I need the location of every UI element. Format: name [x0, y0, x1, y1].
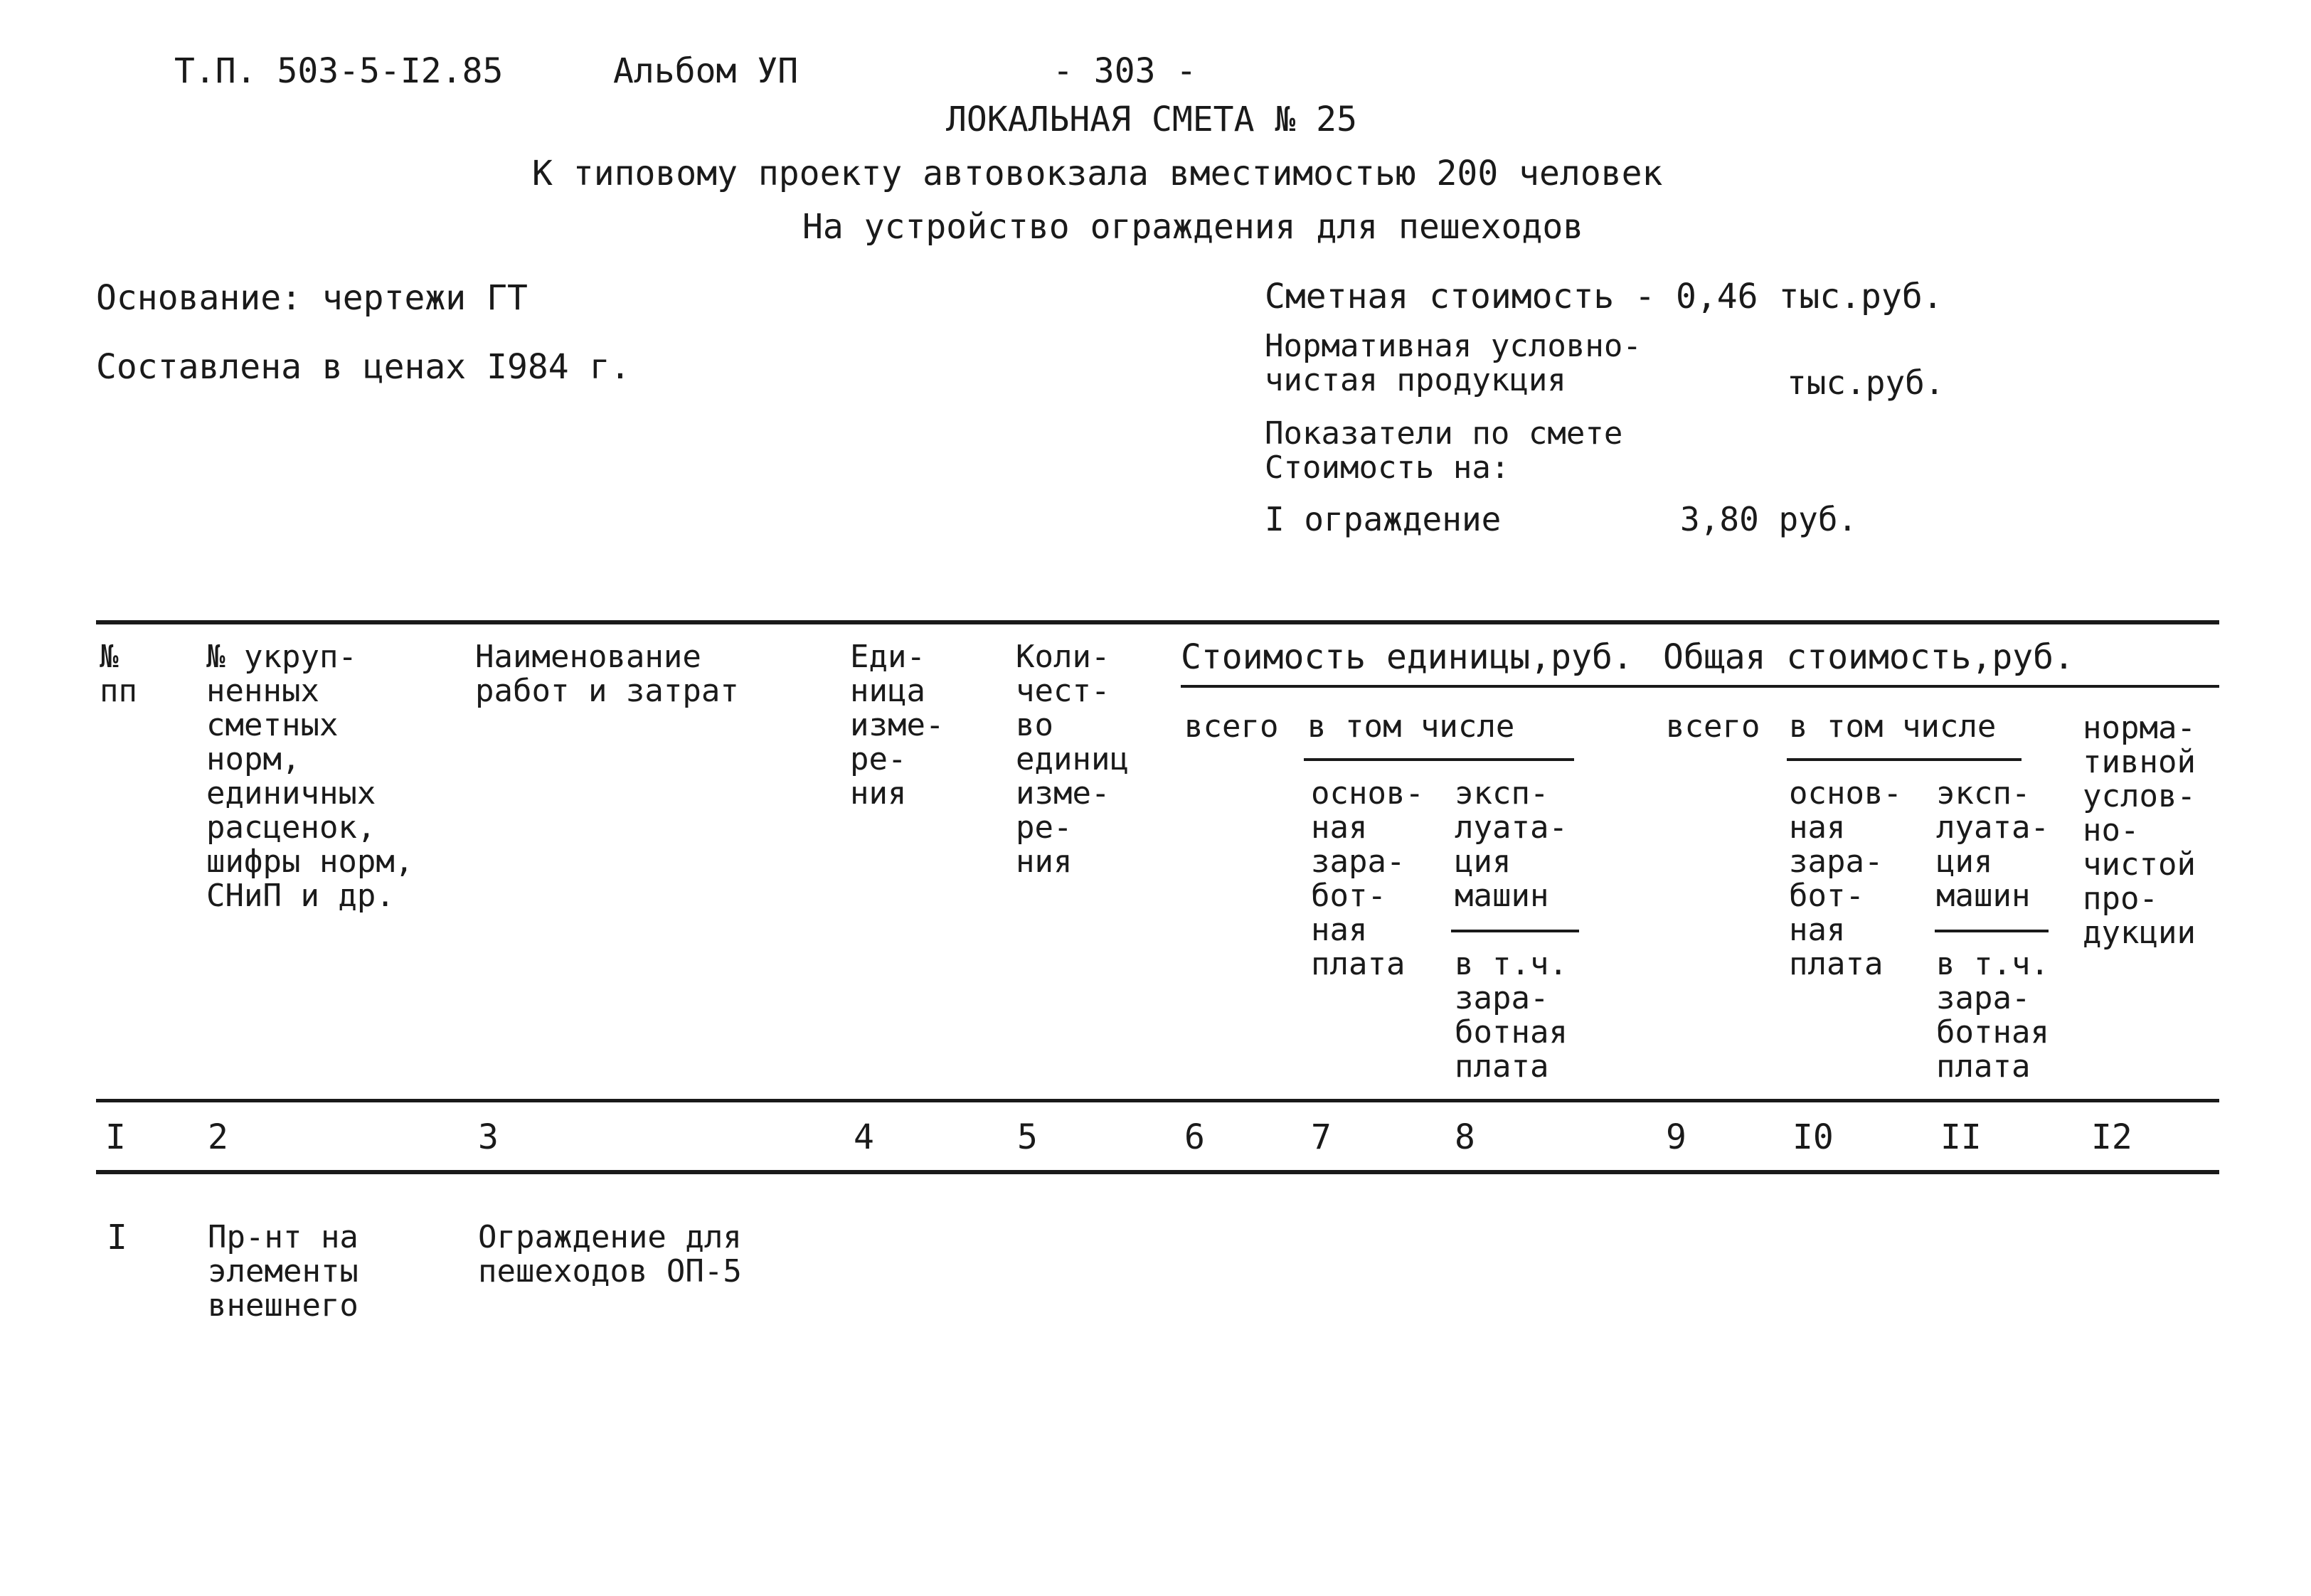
- total-including-rule: [1787, 758, 2022, 761]
- estimated-cost: Сметная стоимость - 0,46 тыс.руб.: [1265, 277, 1943, 316]
- price-year-text: Составлена в ценах I984 г.: [96, 347, 631, 387]
- header-unit-including: в том числе: [1307, 708, 1515, 745]
- column-number-5: 5: [1017, 1117, 1038, 1157]
- column-number-3: 3: [478, 1117, 499, 1157]
- document-code: Т.П. 503-5-I2.85: [174, 51, 504, 91]
- column-number-10: I0: [1792, 1117, 1834, 1157]
- column-number-1: I: [105, 1117, 126, 1157]
- unit-cost: 3,80 руб.: [1680, 500, 1858, 538]
- indicators-label: Показатели по смете Стоимость на:: [1265, 415, 1623, 486]
- header-unit-incl-salary: в т.ч. зара- ботная плата: [1455, 946, 1568, 1085]
- header-unit-cost-group: Стоимость единицы,руб.: [1181, 637, 1633, 677]
- header-bottom-rule: [96, 1099, 2219, 1102]
- normative-product-unit: тыс.руб.: [1787, 363, 1945, 402]
- column-number-8: 8: [1455, 1117, 1475, 1157]
- unit-including-rule: [1304, 758, 1574, 761]
- normative-product-label: Нормативная условно- чистая продукция: [1265, 328, 1642, 398]
- project-line: К типовому проекту автовокзала вместимостью 200 человек: [532, 154, 1663, 193]
- column-number-4: 4: [854, 1117, 874, 1157]
- album-label: Альбом УП: [613, 51, 799, 91]
- header-overall-incl-salary: в т.ч. зара- ботная плата: [1936, 946, 2049, 1085]
- header-overall-machine-operation: эксп- луата- ция машин: [1936, 775, 2049, 914]
- header-overall-base-salary: основ- ная зара- бот- ная плата: [1789, 775, 1902, 982]
- total-machine-subrule: [1935, 930, 2049, 932]
- column-numbers-rule: [96, 1170, 2219, 1174]
- header-work-name: Наименование работ и затрат: [475, 639, 739, 709]
- page-number: - 303 -: [1053, 51, 1197, 91]
- header-row-number: № пп: [100, 639, 137, 709]
- column-number-2: 2: [208, 1117, 228, 1157]
- column-number-12: I2: [2091, 1117, 2132, 1157]
- row-number: I: [107, 1218, 127, 1257]
- unit-item: I ограждение: [1265, 500, 1502, 538]
- estimate-title: ЛОКАЛЬНАЯ СМЕТА № 25: [946, 100, 1357, 139]
- header-normative-product: норма- тивной услов- но- чистой про- дукции: [2083, 710, 2196, 951]
- header-total-cost-group: Общая стоимость,руб.: [1663, 637, 2074, 677]
- work-description: На устройство ограждения для пешеходов: [802, 207, 1584, 247]
- header-norm-code: № укруп- ненных сметных норм, единичных расценок, шифры норм, СНиП и др.: [206, 639, 414, 914]
- header-unit-total: всего: [1184, 708, 1279, 745]
- column-number-7: 7: [1311, 1117, 1332, 1157]
- cost-group-rule: [1181, 685, 2219, 688]
- header-unit-base-salary: основ- ная зара- бот- ная плата: [1311, 775, 1424, 982]
- row-norm-code: Пр-нт на элементы внешнего: [208, 1219, 358, 1324]
- header-quantity: Коли- чест- во единиц изме- ре- ния: [1016, 639, 1129, 880]
- column-number-11: II: [1940, 1117, 1982, 1157]
- row-work-name: Ограждение для пешеходов ОП-5: [478, 1219, 742, 1289]
- basis-text: Основание: чертежи ГТ: [96, 278, 528, 318]
- table-top-rule: [96, 620, 2219, 624]
- header-unit: Еди- ница изме- ре- ния: [850, 639, 945, 812]
- header-unit-machine-operation: эксп- луата- ция машин: [1455, 775, 1568, 914]
- header-overall-including: в том числе: [1789, 708, 1997, 745]
- header-overall-total: всего: [1666, 708, 1760, 745]
- column-number-6: 6: [1184, 1117, 1205, 1157]
- column-number-9: 9: [1666, 1117, 1686, 1157]
- unit-machine-subrule: [1451, 930, 1579, 932]
